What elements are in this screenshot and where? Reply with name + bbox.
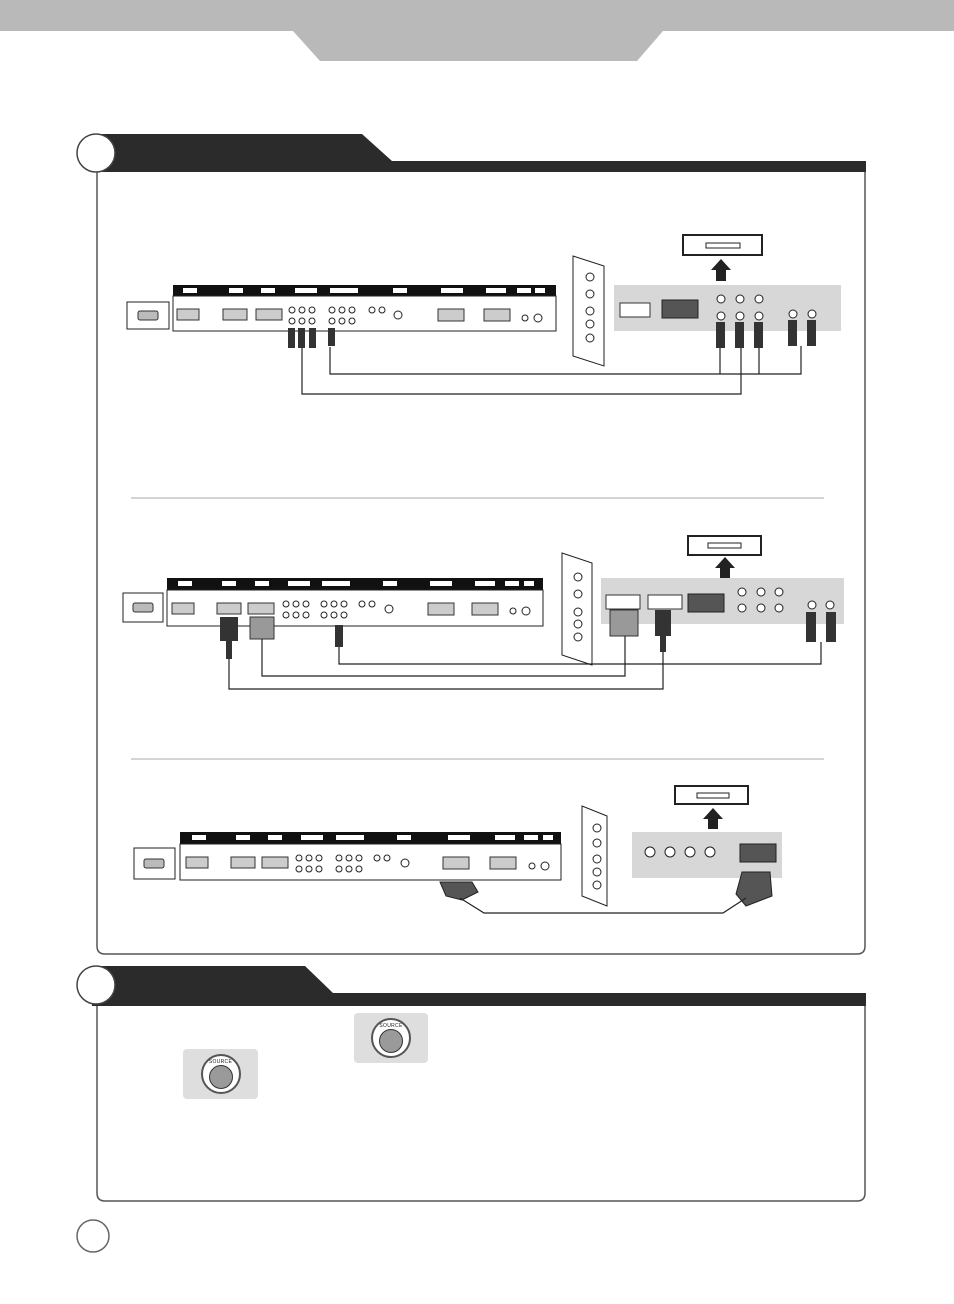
diagram-pc-connection bbox=[123, 536, 844, 689]
section-marker-icon bbox=[77, 966, 115, 1004]
source-button-label: SOURCE bbox=[208, 1059, 233, 1065]
arrow-up-icon bbox=[703, 808, 723, 829]
source-button-label: SOURCE bbox=[379, 1023, 403, 1029]
source-button-box bbox=[183, 1049, 258, 1099]
page-number-circle-icon bbox=[77, 1220, 109, 1252]
source-button-core bbox=[209, 1065, 233, 1089]
section-marker-icon bbox=[77, 134, 115, 172]
diagram-component-connection bbox=[127, 235, 841, 394]
source-button-box bbox=[354, 1013, 428, 1063]
arrow-up-icon bbox=[715, 557, 735, 578]
page-header-band bbox=[0, 0, 954, 61]
source-button-core bbox=[379, 1029, 403, 1053]
arrow-up-icon bbox=[711, 259, 731, 281]
section-2-header-bar bbox=[92, 966, 866, 1006]
section-1-header-bar bbox=[92, 134, 866, 172]
section-2-frame bbox=[97, 1006, 865, 1201]
diagram-scart-connection bbox=[134, 786, 782, 913]
